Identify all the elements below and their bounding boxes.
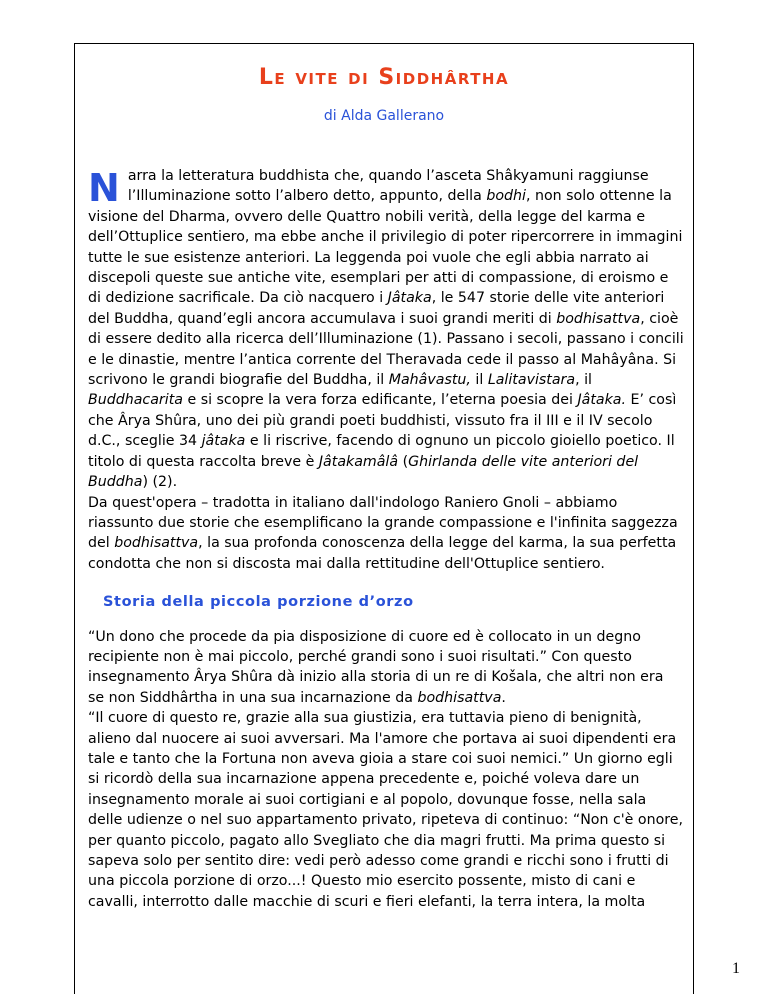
drop-cap: N: [88, 166, 120, 210]
document-title: Le vite di Siddhârtha: [258, 65, 510, 90]
intro-paragraph-2: Da quest'opera – tradotta in italiano dall'indologo Raniero Gnoli – abbiamo riassunto due storie che esemplificano la grande compassione e l'infinita saggezza del bodhisattva, la sua profonda conoscenza della legge del karma, la sua perfetta condotta che non si discosta mai dalla rettitudine dell'Ottuplice sentiero.: [88, 494, 678, 572]
intro-paragraph-1: Narra la letteratura buddhista che, quando l’asceta Shâkyamuni raggiunse l’Illuminazione sotto l’albero detto, appunto, della bodhi, non solo ottenne la visione del Dharma, ovvero delle Quattro nobili verità, della legge del karma e dell’Ottuplice sentiero, ma ebbe anche il privilegio di poter ripercorrere in immagini tutte le sue esistenze anteriori. La leggenda poi vuole che egli abbia narrato ai discepoli queste sue antiche vite, esemplari per atti di compassione, di eroismo e di dedizione sacrificale. Da ciò nacquero i Jâtaka, le 547 storie delle vite anteriori del Buddha, quand’egli ancora accumulava i suoi grandi meriti di bodhisattva, cioè di essere dedito alla ricerca dell’Illuminazione (1). Passano i secoli, passano i concili e le dinastie, mentre l’antica corrente del Theravada cede il passo al Mahâyâna. Si scrivono le grandi biografie del Buddha, il Mahâvastu, il Lalitavistara, il Buddhacarita e si scopre la vera forza edificante, l’eterna poesia dei Jâtaka. E’ così che Ârya Shûra, uno dei più grandi poeti buddhisti, vissuto fra il III e il IV secolo d.C., sceglie 34 jâtaka e li riscrive, facendo di ognuno un piccolo gioiello poetico. Il titolo di questa raccolta breve è Jâtakamâlâ (Ghirlanda delle vite anteriori del Buddha) (2).: [88, 166, 684, 491]
article-body: [88, 166, 684, 912]
author-line: di Alda Gallerano: [323, 108, 445, 124]
section-heading: Storia della piccola porzione d’orzo: [103, 594, 414, 611]
story-paragraph-1: “Un dono che procede da pia disposizione di cuore ed è collocato in un degno recipiente non è mai piccolo, perché grandi sono i suoi risultati.” Con questo insegnamento Ârya Shûra dà inizio alla storia di un re di Košala, che altri non era se non Siddhârtha in una sua incarnazione da bodhisattva.: [88, 628, 664, 706]
page-number: 1: [732, 960, 740, 977]
story-paragraph-2: “Il cuore di questo re, grazie alla sua giustizia, era tuttavia pieno di benignità, alieno dal nuocere ai suoi avversari. Ma l'amore che portava ai suoi dipendenti era tale e tanto che la Fortuna non aveva gioia a stare coi suoi nemici.” Un giorno egli si ricordò della sua incarnazione appena precedente e, poiché voleva dare un insegnamento morale ai suoi cortigiani e al popolo, dovunque fosse, nella sala delle udienze o nel suo appartamento privato, ripeteva di continuo: “Non c'è onore, per quanto piccolo, pagato allo Svegliato che dia magri frutti. Ma prima questo si sapeva solo per sentito dire: vedi però adesso come grandi e ricchi sono i frutti di una piccola porzione di orzo...! Questo mio esercito possente, misto di cani e cavalli, interrotto dalle macchie di scuri e fieri elefanti, la terra intera, la molta: [88, 710, 684, 910]
